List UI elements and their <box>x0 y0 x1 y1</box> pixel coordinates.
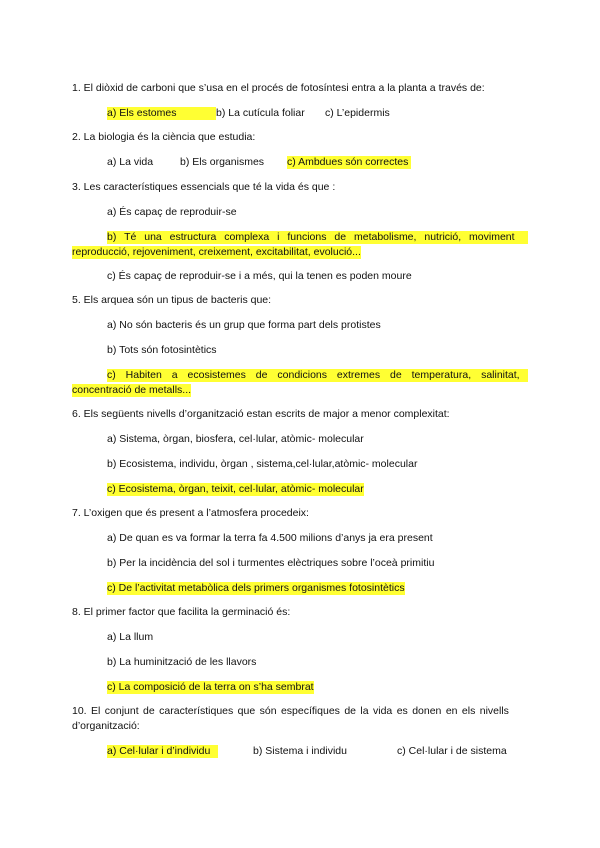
q1-answer-b: b) La cutícula foliar <box>216 107 305 119</box>
q7-answer-c: c) De l’activitat metabòlica dels primers organismes fotosintètics <box>107 582 405 594</box>
q5-answer-c-line1: c) Habiten a ecosistemes de condicions extremes de temperatura, salinitat, <box>107 369 528 382</box>
q7-answer-a: a) De quan es va formar la terra fa 4.500 milions d’anys ja era present <box>107 532 433 544</box>
q6-answer-b: b) Ecosistema, individu, òrgan , sistema,cel·lular,atòmic- molecular <box>107 458 418 470</box>
question-2: 2. La biologia és la ciència que estudia: <box>72 131 256 143</box>
q8-answer-b: b) La huminització de les llavors <box>107 656 257 668</box>
q2-answer-c: c) Ambdues són correctes <box>287 156 411 169</box>
q1-answer-c: c) L’epidermis <box>325 107 390 119</box>
q10-answer-a: a) Cel·lular i d’individu <box>107 745 218 758</box>
q6-answer-a: a) Sistema, òrgan, biosfera, cel·lular, atòmic- molecular <box>107 433 364 445</box>
q10-answer-c: c) Cel·lular i de sistema <box>397 745 507 757</box>
question-10-line1: 10. El conjunt de característiques que són específiques de la vida es donen en els nivells <box>72 705 509 717</box>
q3-answer-c: c) És capaç de reproduir-se i a més, qui la tenen es poden moure <box>107 270 412 282</box>
question-7: 7. L’oxigen que és present a l’atmosfera procedeix: <box>72 507 309 519</box>
q2-answer-a: a) La vida <box>107 156 154 168</box>
q1-answer-a: a) Els estomes <box>107 107 216 120</box>
q8-answer-a: a) La llum <box>107 631 154 643</box>
q8-answer-c: c) La composició de la terra on s’ha sembrat <box>107 681 314 693</box>
q2-answer-b: b) Els organismes <box>180 156 265 168</box>
question-6: 6. Els següents nivells d’organització estan escrits de major a menor complexitat: <box>72 408 450 420</box>
question-10-line2: d’organització: <box>72 720 140 732</box>
q10-answer-b: b) Sistema i individu <box>253 745 347 757</box>
q5-answer-b: b) Tots són fotosintètics <box>107 344 217 356</box>
q5-answer-a: a) No són bacteris és un grup que forma part dels protistes <box>107 319 381 331</box>
q3-answer-b-line2: reproducció, rejoveniment, creixement, excitabilitat, evolució... <box>72 246 361 258</box>
q3-answer-b-line1: b) Té una estructura complexa i funcions de metabolisme, nutrició, moviment <box>107 231 528 244</box>
q7-answer-b: b) Per la incidència del sol i turmentes elèctriques sobre l’oceà primitiu <box>107 557 435 569</box>
q3-answer-a: a) És capaç de reproduir-se <box>107 206 237 218</box>
question-8: 8. El primer factor que facilita la germinació és: <box>72 606 291 618</box>
q5-answer-c-line2: concentració de metalls... <box>72 384 192 396</box>
question-1: 1. El diòxid de carboni que s’usa en el procés de fotosíntesi entra a la planta a través de: <box>72 82 485 94</box>
q6-answer-c: c) Ecosistema, òrgan, teixit, cel·lular, atòmic- molecular <box>107 483 364 495</box>
question-3: 3. Les característiques essencials que té la vida és que : <box>72 181 336 193</box>
question-5: 5. Els arquea són un tipus de bacteris que: <box>72 294 272 306</box>
